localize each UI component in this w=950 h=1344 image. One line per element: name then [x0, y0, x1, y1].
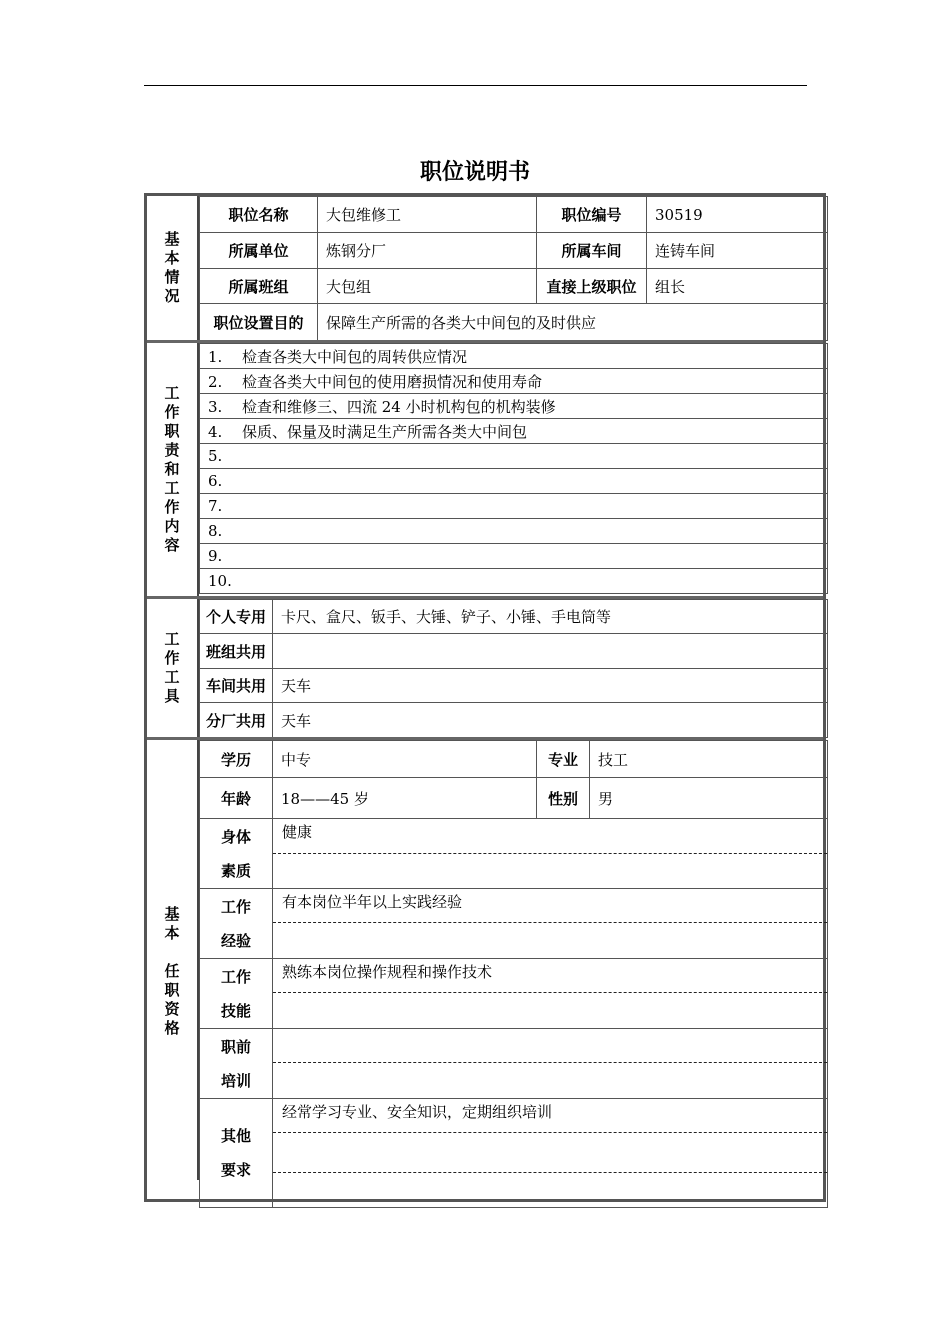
header-rule [144, 85, 807, 86]
list-item: 4. 保质、保量及时满足生产所需各类大中间包 [200, 419, 828, 444]
team-label: 所属班组 [200, 269, 318, 304]
table-row [200, 600, 828, 634]
education-label: 学历 [200, 741, 273, 778]
list-item: 7. [200, 494, 828, 519]
table-row [200, 197, 828, 233]
training-label: 职前 培训 [220, 1037, 251, 1090]
duties-table [199, 343, 828, 594]
tools-table [199, 599, 828, 738]
list-item: 5. [200, 444, 828, 469]
list-item: 6. [200, 469, 828, 494]
tools-section [147, 599, 823, 737]
table-row [200, 741, 828, 778]
table-row [200, 703, 828, 738]
team-tools-value [273, 634, 828, 669]
table-row [200, 959, 828, 1029]
major-value: 技工 [590, 741, 828, 778]
skills-value: 熟练本岗位操作规程和操作技术 [282, 963, 493, 981]
position-code-value: 30519 [647, 197, 828, 233]
age-value: 18——45 岁 [273, 778, 537, 819]
personal-tools-label: 个人专用 [200, 600, 273, 634]
age-label: 年龄 [200, 778, 273, 819]
tools-label: 工 作 工 具 [164, 630, 180, 705]
table-row [200, 304, 828, 341]
list-item: 1. 检查各类大中间包的周转供应情况 [200, 344, 828, 369]
list-item: 3. 检查和维修三、四流 24 小时机构包的机构装修 [200, 394, 828, 419]
purpose-value: 保障生产所需的各类大中间包的及时供应 [318, 304, 828, 341]
workshop-tools-value: 天车 [273, 669, 828, 703]
table-row [200, 669, 828, 703]
table-row [200, 819, 828, 889]
unit-value: 炼钢分厂 [318, 233, 537, 269]
skills-label: 工作 技能 [220, 967, 251, 1020]
team-value: 大包组 [318, 269, 537, 304]
experience-value: 有本岗位半年以上实践经验 [282, 893, 463, 911]
position-code-label: 职位编号 [537, 197, 647, 233]
plant-tools-value: 天车 [273, 703, 828, 738]
major-label: 专业 [537, 741, 590, 778]
other-value: 经常学习专业、安全知识，定期组织培训 [282, 1103, 553, 1121]
plant-tools-label: 分厂共用 [200, 703, 273, 738]
workshop-value: 连铸车间 [647, 233, 828, 269]
table-row [200, 1029, 828, 1099]
position-name-label: 职位名称 [200, 197, 318, 233]
list-item: 8. [200, 519, 828, 544]
basic-info-label: 基 本 情 况 [164, 230, 180, 305]
list-item: 10. [200, 569, 828, 594]
basic-info-table [199, 196, 828, 341]
position-name-value: 大包维修工 [318, 197, 537, 233]
table-row [200, 778, 828, 819]
gender-value: 男 [590, 778, 828, 819]
workshop-tools-label: 车间共用 [200, 669, 273, 703]
experience-label: 工作 经验 [220, 897, 251, 950]
personal-tools-value: 卡尺、盒尺、钣手、大锤、铲子、小锤、手电筒等 [273, 600, 828, 634]
physique-value: 健康 [282, 823, 313, 841]
purpose-label: 职位设置目的 [200, 304, 318, 341]
table-row [200, 269, 828, 304]
qualifications-section [147, 740, 823, 1202]
education-value: 中专 [273, 741, 537, 778]
supervisor-value: 组长 [647, 269, 828, 304]
page-title: 职位说明书 [419, 160, 530, 185]
table-row [200, 634, 828, 669]
supervisor-label: 直接上级职位 [537, 269, 647, 304]
basic-info-section [147, 196, 823, 340]
table-row [200, 233, 828, 269]
duties-label: 工 作 职 责 和 工 作 内 容 [164, 384, 180, 554]
physique-label: 身体 素质 [220, 827, 251, 880]
list-item: 2. 检查各类大中间包的使用磨损情况和使用寿命 [200, 369, 828, 394]
duties-section [147, 343, 823, 596]
team-tools-label: 班组共用 [200, 634, 273, 669]
unit-label: 所属单位 [200, 233, 318, 269]
qualifications-label: 基 本 任 职 资 格 [164, 904, 180, 1037]
gender-label: 性别 [537, 778, 590, 819]
list-item: 9. [200, 544, 828, 569]
table-row [200, 1099, 828, 1208]
table-row [200, 889, 828, 959]
workshop-label: 所属车间 [537, 233, 647, 269]
qualifications-table [199, 740, 828, 1208]
job-description-form [144, 193, 826, 1202]
other-label: 其他 要求 [220, 1127, 251, 1179]
